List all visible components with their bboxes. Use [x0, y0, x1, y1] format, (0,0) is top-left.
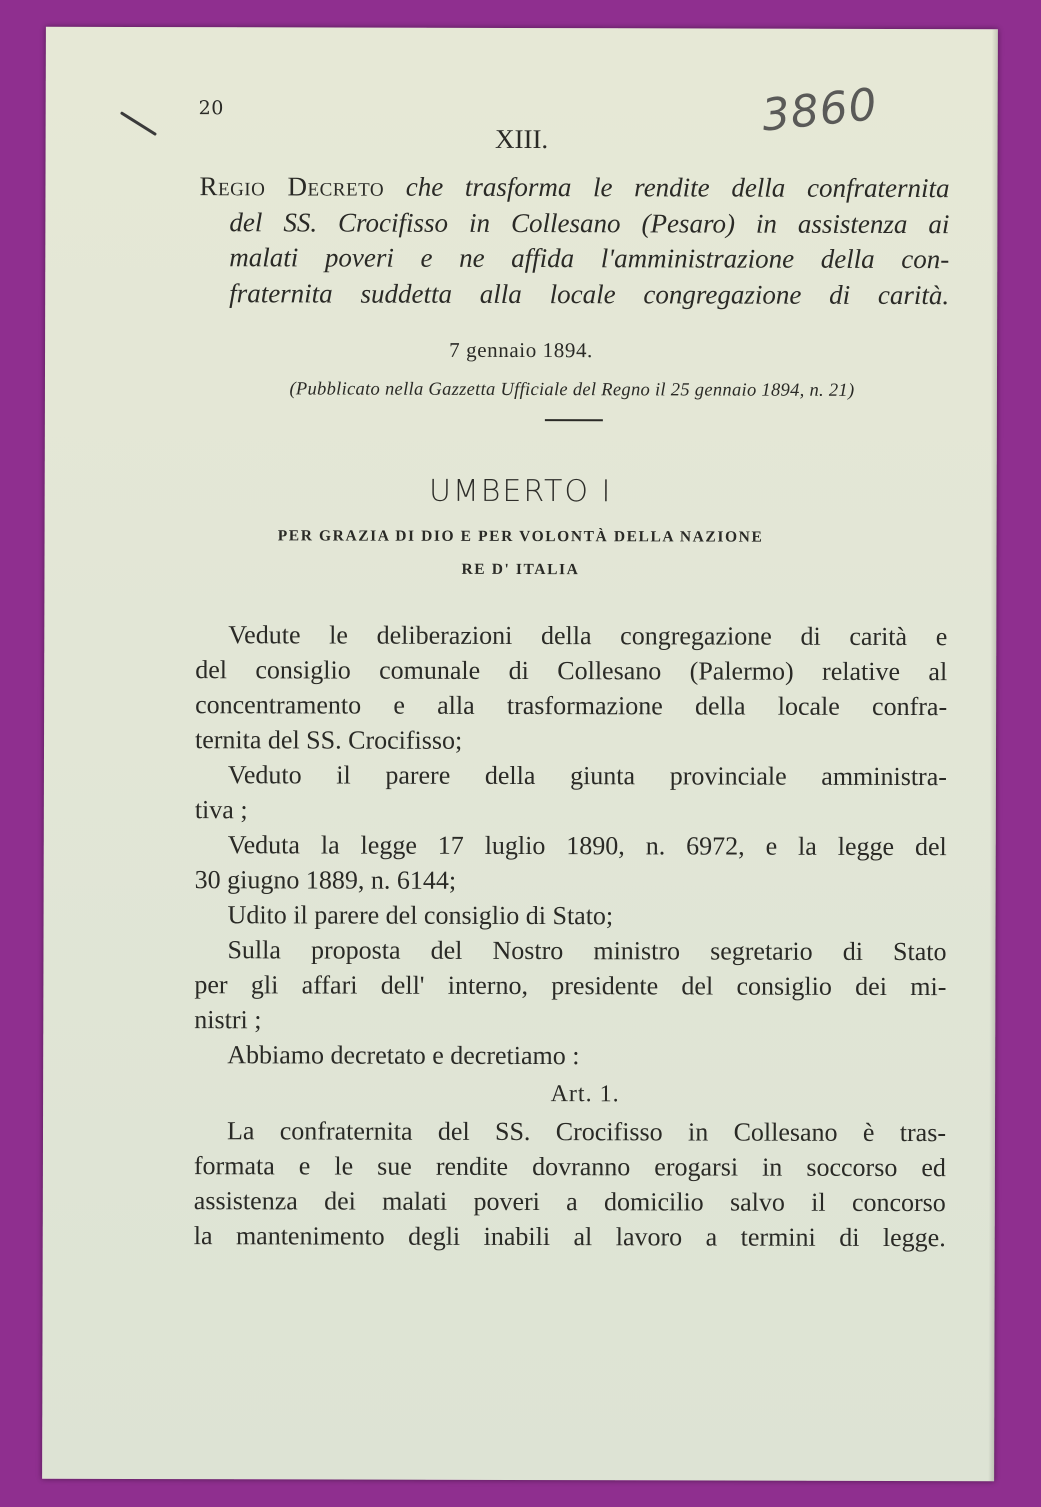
body-line: ternita del SS. Crocifisso;	[194, 725, 463, 755]
grace-line-1: PER GRAZIA DI DIO E PER VOLONTÀ DELLA NAZIONE	[277, 527, 764, 546]
decree-date: 7 gennaio 1894.	[449, 337, 593, 363]
body-line: la mantenimento degli inabili al lavoro a termini di legge.	[193, 1221, 946, 1253]
title-line-1: Regio Decreto che trasforma le rendite della confraternita	[199, 171, 950, 204]
separator-dash	[545, 419, 603, 421]
body-line: Abbiamo decretato e decretiamo :	[227, 1040, 580, 1071]
title-line-2: del SS. Crocifisso in Collesano (Pesaro) in assistenza ai	[229, 206, 950, 239]
body-line: Veduta la legge 17 luglio 1890, n. 6972, e la legge del	[227, 830, 947, 862]
king-name: UMBERTO I	[428, 473, 613, 510]
body-line: 30 giugno 1889, n. 6144;	[194, 865, 457, 895]
body-line: Veduto il parere della giunta provinciale amministra-	[227, 760, 947, 792]
body-line: formata e le sue rendite dovranno erogarsi in soccorso ed	[193, 1151, 946, 1183]
body-line: Sulla proposta del Nostro ministro segretario di Stato	[227, 935, 947, 967]
page-number: 20	[198, 97, 224, 120]
title-line-3: malati poveri e ne affida l'amministrazione della con-	[229, 242, 950, 275]
gazette-note: (Pubblicato nella Gazzetta Ufficiale del Regno il 25 gennaio 1894, n. 21)	[289, 379, 855, 401]
body-line: per gli affari dell' interno, presidente del consiglio dei mi-	[194, 970, 947, 1002]
body-line: La confraternita del SS. Crocifisso in Collesano è tras-	[226, 1116, 947, 1148]
paper-edge-shadow	[988, 29, 998, 1481]
article-heading: Art. 1.	[550, 1081, 620, 1108]
body-line: concentramento e alla trasformazione della locale confra-	[195, 690, 948, 722]
title-line-4: fraternita suddetta alla locale congregazione di carità.	[229, 277, 950, 310]
section-number: XIII.	[494, 123, 549, 155]
title-lead: Regio Decreto	[199, 171, 385, 202]
body-line: Vedute le deliberazioni della congregazione di carità e	[228, 620, 948, 652]
decree-title	[199, 169, 949, 313]
body-line: tiva ;	[194, 795, 248, 825]
grace-line-2: RE D' ITALIA	[461, 560, 580, 579]
body-line: nistri ;	[194, 1005, 262, 1035]
decree-body	[194, 617, 948, 1255]
document-page	[42, 27, 998, 1481]
body-line: Udito il parere del consiglio di Stato;	[227, 900, 614, 931]
body-line: assistenza dei malati poveri a domicilio salvo il concorso	[193, 1186, 946, 1218]
handwritten-number: 3860	[759, 79, 880, 142]
body-line: del consiglio comunale di Collesano (Palermo) relative al	[195, 655, 948, 687]
